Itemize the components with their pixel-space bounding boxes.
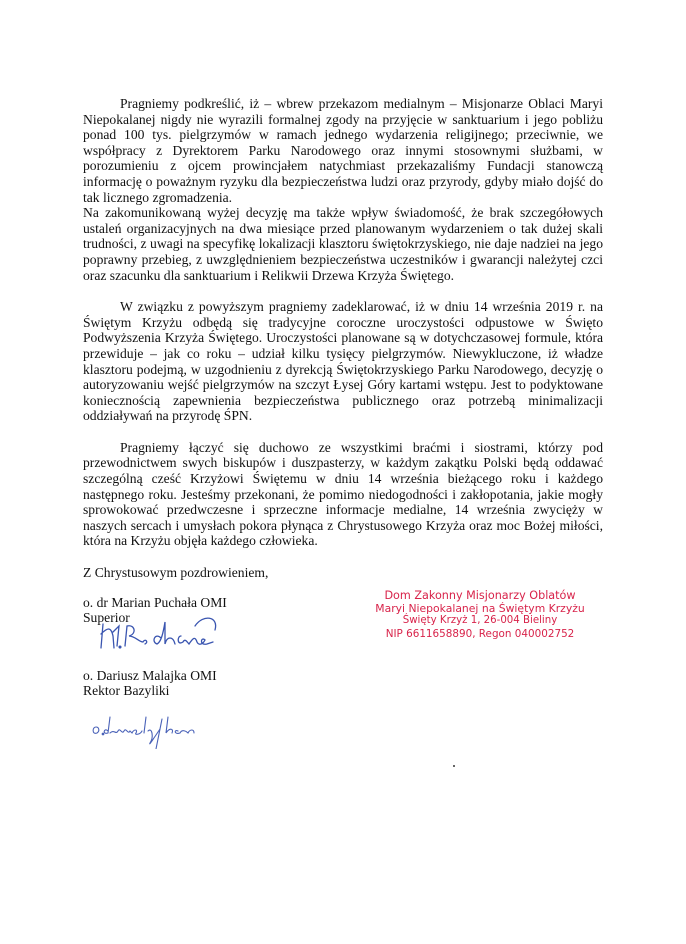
paragraph-1: Pragniemy podkreślić, iż – wbrew przekazom medialnym – Misjonarze Oblaci Maryi Niepokalanej nigdy nie wyrazili formalnej zgody na przyjęcie w sanktuarium i jego pobliżu ponad 100 tys. pielgrzymów w ramach jednego wydarzenia religijnego; przeciwnie, we współpracy z Dyrektorem Parku Narodowego oraz innymi stosownymi służbami, w porozumieniu z ojcem prowincjałem natychmiast przekazaliśmy Fundacji stanowczą informację o poważnym ryzyku dla bezpieczeństwa ludzi oraz przyrody, gdyby miało dojść do tak licznego zgromadzenia.	[83, 96, 603, 205]
signature-icon	[95, 612, 235, 654]
institution-stamp	[370, 590, 590, 640]
signer-1-name: o. dr Marian Puchała OMI	[83, 594, 227, 610]
stamp-line-1: Dom Zakonny Misjonarzy Oblatów	[384, 589, 576, 602]
scan-speck	[453, 765, 455, 767]
paragraph-4: Pragniemy łączyć się duchowo ze wszystkimi braćmi i siostrami, którzy pod przewodnictwem swych biskupów i duszpasterzy, w każdym zakątku Polski będą oddawać szczególną cześć Krzyżowi Świętemu w dniu 14 września bieżącego roku i każdego następnego roku. Jesteśmy przekonani, że pomimo niedogodności i zakłopotania, jakie mogły sprowokować przedwczesne i sprzeczne informacje medialne, 14 września zwycięży w naszych sercach i umysłach pokora płynąca z Chrystusowego Krzyża oraz moc Bożej miłości, która na Krzyżu objęła każdego człowieka.	[83, 439, 603, 549]
stamp-line-4: NIP 6611658890, Regon 040002752	[385, 627, 575, 640]
stamp-line-3: Święty Krzyż 1, 26-004 Bieliny	[402, 615, 558, 626]
paragraph-3: W związku z powyższym pragniemy zadeklarować, iż w dniu 14 września 2019 r. na Świętym Krzyżu odbędą się tradycyjne coroczne uroczystości odpustowe w Święto Podwyższenia Krzyża Świętego. Uroczystości planowane są w dotychczasowej formule, która przewiduje – jak co roku – udział kilku tysięcy pielgrzymów. Niewykluczone, iż władze klasztoru podejmą, w uzgodnieniu z dyrekcją Świętokrzyskiego Parku Narodowego, decyzję o autoryzowaniu wejść pielgrzymów na szczyt Łysej Góry kartami wstępu. Jest to podyktowane koniecznością zapewnienia bezpieczeństwa publicznego oraz potrzebą minimalizacji oddziaływań na przyrodę ŚPN.	[83, 299, 603, 424]
signer-2-title: Rektor Bazyliki	[83, 683, 170, 699]
signature-icon	[90, 705, 240, 749]
closing-salutation: Z Chrystusowym pozdrowieniem,	[83, 565, 269, 581]
signer-2-name: o. Dariusz Malajka OMI	[83, 667, 217, 683]
stamp-line-2: Maryi Niepokalanej na Świętym Krzyżu	[375, 601, 585, 615]
signer-1-title: Superior	[83, 610, 130, 626]
signer-2	[83, 668, 603, 699]
paragraph-2: Na zakomunikowaną wyżej decyzję ma także wpływ świadomość, że brak szczegółowych ustaleń organizacyjnych na dwa miesiące przed planowanym wydarzeniem o tak dużej skali trudności, z uwagi na specyfikę lokalizacji klasztoru świętokrzyskiego, nie daje nadziei na jego poprawny przebieg, z uwzględnieniem bezpieczeństwa uczestników i gwarancji należytej czci oraz szacunku dla sanktuarium i Relikwii Drzewa Krzyża Świętego.	[83, 205, 603, 283]
